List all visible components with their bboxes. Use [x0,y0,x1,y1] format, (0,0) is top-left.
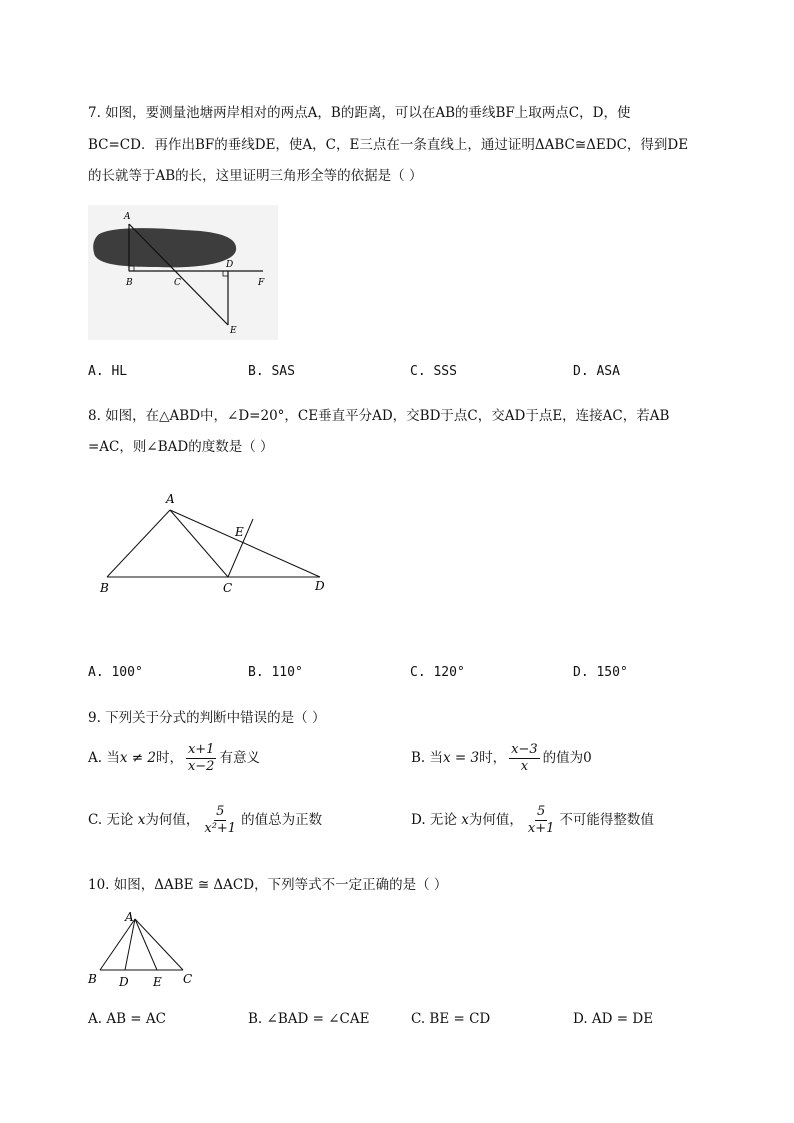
q7-label-C: C [174,278,181,288]
q7-label-B: B [126,278,133,288]
q9-c-prefix: C. 无论 [88,812,134,828]
q9-a-mid: 时， [155,750,183,766]
q8-option-c[interactable]: C. 120° [410,665,465,680]
q8-label-A: A [166,492,175,506]
q9-d-mid: 为何值， [468,812,523,828]
q10-triangle-figure [85,905,205,995]
q8-line-1: 8. 如图，在△ABD中，∠D=20°，CE垂直平分AD，交BD于点C，交AD于点E，连接AC，若AB [88,408,670,424]
q10-label-B: B [88,972,97,986]
q9-b-prefix: B. 当 [411,750,444,766]
q9-option-c[interactable] [88,804,322,837]
q8-option-d[interactable]: D. 150° [573,665,628,680]
q9-c-num: 5 [216,804,225,819]
q9-c-suffix: 的值总为正数 [241,812,323,828]
q9-option-b[interactable] [411,742,592,775]
q9-b-suffix: 的值为0 [542,750,592,766]
q7-label-E: E [230,326,237,336]
q9-option-d[interactable] [411,804,654,837]
q10-option-c-text: C. BE = CD [411,1011,491,1027]
q9-title: 9. 下列关于分式的判断中错误的是（ ） [88,710,326,726]
q9-d-num: 5 [536,804,546,819]
q9-b-den: x [520,759,529,774]
q8-label-B: B [100,581,109,595]
q10-option-d-text: D. AD = DE [573,1011,654,1027]
q9-option-a[interactable] [88,742,260,775]
q9-a-suffix: 有意义 [219,750,260,766]
q7-option-b[interactable]: B. SAS [248,364,295,379]
q7-option-d[interactable]: D. ASA [573,364,620,379]
q7-label-A: A [124,212,131,222]
q9-a-num: x+1 [187,742,215,757]
q8-label-C: C [223,581,233,595]
q8-line-2: =AC，则∠BAD的度数是（ ） [88,439,274,455]
q7-line-2: BC=CD．再作出BF的垂线DE，使A，C，E三点在一条直线上，通过证明ΔABC≅ΔEDC，得到DE [88,137,689,153]
q9-c-mid: 为何值， [145,812,200,828]
q9-b-fraction [509,742,540,775]
q10-option-c[interactable] [411,1011,490,1027]
q10-label-D: D [119,975,129,989]
q10-option-d[interactable] [573,1011,653,1027]
q7-label-D: D [226,260,234,270]
q8-option-b[interactable]: B. 110° [248,665,303,680]
q7-option-a[interactable]: A. HL [88,364,128,379]
q9-b-mid: 时， [479,750,507,766]
q9-c-den: x²+1 [204,821,237,836]
q9-c-var: x [137,812,146,828]
q9-c-fraction [202,804,238,837]
q9-b-cond: x = 3 [443,750,480,766]
q8-label-E: E [235,525,244,539]
q10-label-A: A [125,910,134,924]
q9-b-num: x−3 [511,742,538,757]
q9-a-prefix: A. 当 [88,750,120,766]
q10-option-a-text: A. AB = AC [88,1011,166,1027]
q9-a-den: x−2 [187,759,215,774]
q9-d-suffix: 不可能得整数值 [559,812,654,828]
q9-a-fraction [186,742,217,775]
q8-label-D: D [315,579,325,593]
q9-a-cond: x ≠ 2 [119,750,156,766]
q7-label-F: F [258,278,265,288]
q8-option-a[interactable]: A. 100° [88,665,143,680]
q7-line-3: 的长就等于AB的长，这里证明三角形全等的依据是（ ） [88,168,423,184]
q9-d-den: x+1 [527,821,555,836]
q8-triangle-figure [88,485,348,605]
q9-d-fraction [526,804,557,837]
q9-d-var: x [461,812,469,828]
q10-option-b-text: B. ∠BAD = ∠CAE [248,1011,370,1027]
q10-option-a[interactable] [88,1011,166,1027]
q7-line-1: 7. 如图，要测量池塘两岸相对的两点A，B的距离，可以在AB的垂线BF上取两点C，D，使 [88,105,631,121]
q7-option-c[interactable]: C. SSS [410,364,457,379]
q10-title: 10. 如图，ΔABE ≅ ΔACD，下列等式不一定正确的是（ ） [88,877,448,893]
q10-option-b[interactable] [248,1011,369,1027]
q10-label-E: E [153,975,162,989]
q7-pond-figure [88,205,278,340]
q10-label-C: C [183,972,193,986]
q9-d-prefix: D. 无论 [411,812,457,828]
